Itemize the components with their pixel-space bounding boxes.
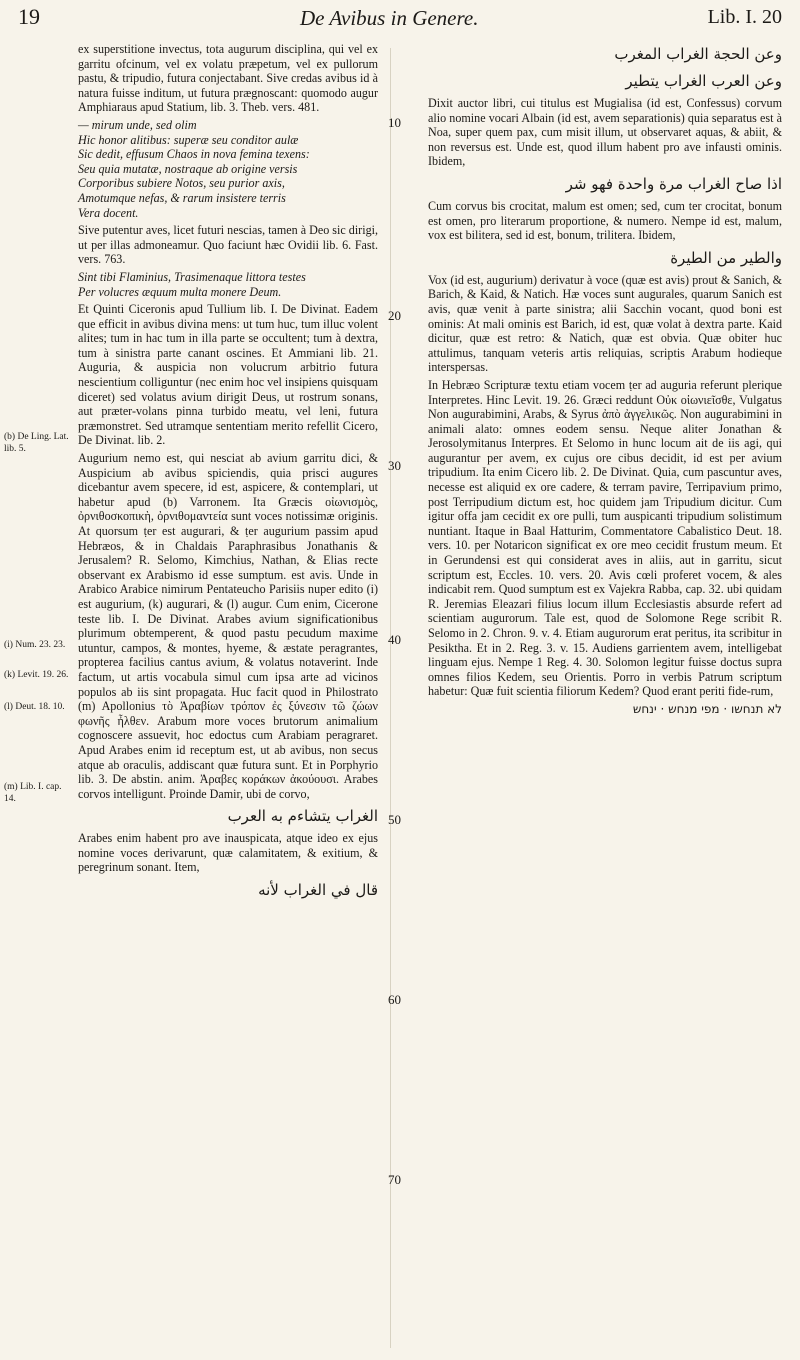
hebrew-word: מפי מנחש bbox=[668, 701, 720, 716]
arabic-quote: وعن الحجة الغراب المغرب bbox=[614, 45, 782, 63]
line-number: 70 bbox=[388, 1172, 401, 1187]
hebrew-quote: לא תנחשו · מפי מנחש · ינחש bbox=[632, 701, 782, 716]
verse-quote: — mirum unde, sed olim Hic honor alitibus: superæ seu conditor aulæ Sic dedit, effusum Chaos in nova femina texens: Seu quia mutatæ, nostraque ab origine versis Corporibus subiere Notos, seu purior axis, Amotumque nefas, & rarum insistere terris Vera docent. bbox=[78, 117, 310, 220]
hebrew-word: לא תנחשו bbox=[731, 701, 782, 716]
arabic-quote: الغراب يتشاءم به العرب bbox=[227, 807, 378, 826]
arabic-quote: اذا صاح الغراب مرة واحدة فهو شر bbox=[565, 174, 782, 193]
margin-note-i: (i) Num. 23. 23. bbox=[4, 640, 66, 650]
paragraph: ex superstitione invectus, tota augurum disciplina, qui vel ex garritu ofcinum, vel ex volatu præpetum, vel ex pullorum pastu, & tripudio, futura conjectabant. Sive credas avibus id à natura fuisse inditum, ut futura prægnoscant: quomodo augur Amphiaraus apud Statium, lib. 3. Theb. vers. 481. bbox=[78, 42, 378, 115]
line-number: 30 bbox=[388, 458, 401, 473]
line-number: 60 bbox=[388, 992, 401, 1007]
line-number: 50 bbox=[388, 812, 401, 827]
hebrew-word: ינחש bbox=[632, 701, 657, 716]
paragraph: Sive putentur aves, licet futuri nescias, tamen à Deo sic dirigi, ut per illas admoneamur. Quo faciunt hæc Ovidii lib. 6. Fast. vers. 763. bbox=[78, 223, 378, 267]
paragraph: Cum corvus bis crocitat, malum est omen; sed, cum ter crocitat, bonum est omen, pro literarum proportione, & numero. Nempe id est, malum, vox est bilitera, sed id est, bonum, trilitera. Ibidem, bbox=[428, 198, 782, 243]
running-title: De Avibus in Genere. bbox=[300, 6, 479, 30]
page-number-right: Lib. I. 20 bbox=[707, 6, 782, 28]
arabic-quote: قال في الغراب لأنه bbox=[258, 881, 378, 900]
page-number-left: 19 bbox=[18, 4, 40, 29]
page-header bbox=[0, 0, 800, 40]
line-number: 10 bbox=[388, 115, 401, 130]
margin-note-k: (k) Levit. 19. 26. bbox=[4, 670, 69, 680]
paragraph: Et Quinti Ciceronis apud Tullium lib. I. De Divinat. Eadem que efficit in avibus divina mens: ut tum huc, tum illuc volent alites; tum in hac tum in illa parte se occultent; tum à dextra, tum à sinistra parte canant oscines. Et Ammiani lib. 21. Auguria, & auspicia non volucrum arbitrio futura nescientium colliguntur (nec enim hoc vel insipiens quisquam diceret) sed volatus avium dirigit Deus, ut rostrum sonans, aut præter-volans pinna turbido meatu, vel leni, futura præmonstret. Sed utramque sententiam merito refellit Cicero, De Divinat. lib. 2. bbox=[78, 302, 378, 448]
arabic-quote: وعن العرب الغراب يتطير bbox=[625, 72, 782, 90]
paragraph: Vox (id est, augurium) derivatur à voce (quæ est avis) prout & Sanich, & Barich, & Kaid, & Natich. Hæ voces sunt augurales, quarum Sanich est avis, quæ venit à parte sinistra; alii Sacchin vocant, quod boni est ominis: At mali ominis est Barich, id est, quæ volat à dextra parte. Kaid dicitur, quæ est retro: & Natich, quæ est obvia. Quæ obiter huc attulimus, tanquam veteris artis reliquias, scriptis Arabum hodieque interspersas. bbox=[428, 272, 782, 375]
left-column bbox=[78, 42, 378, 905]
margin-note-m: (m) Lib. I. cap. 14. bbox=[4, 782, 62, 804]
paragraph: Dixit auctor libri, cui titulus est Mugialisa (id est, Confessus) corvum alio nomine vocari Albain (id est, avem separationis) quia separatus est à Noa, super quem pax, cum misit illum, ut observaret aquas, & abiit, & non reversus est. Unde est, quod illum habent pro ave infausti ominis. Ibidem, bbox=[428, 96, 782, 169]
verse-quote: Sint tibi Flaminius, Trasimenaque littora testes Per volucres æquum multa monere Deum. bbox=[78, 269, 306, 299]
paragraph: Arabes enim habent pro ave inauspicata, atque ideo ex ejus nomine voces derivarunt, quæ calamitatem, & exitium, & peregrinum sonant. Item, bbox=[78, 831, 378, 875]
margin-note-l: (l) Deut. 18. 10. bbox=[4, 702, 65, 712]
paragraph: In Hebræo Scripturæ textu etiam vocem ṭer ad auguria referunt plerique Interpretes. Hinc Levit. 19. 26. Græci reddunt Οὐκ οἰωνιεῖσθε, Vulgatus Non augurabimini, Arabs, & Syrus ἀπὸ ἀγγελικῶς. Non augurabimini in animali alato: omnes eodem sensu. Neque aliter Jonathan & Jerosolymitanus Interpres. Et Selomo in hunc locum ait de iis agi, qui augurantur per avem, ex cujus ore cibus decidit, id est per avium tripudium. Ita enim Cicero lib. 2. De Divinat. Quia, cum pascuntur aves, necesse est aliquid ex ore cadere, & terram pavire, Terripavium primo, post Terripudium dictum est, hoc quidem jam Tripudium dicitur. Cum igitur offa jam cecidit ex ore pulli, tum auspicanti tripudium solistimum nuntiant. Itaque in Baal Hatturim, Commentatore Cabalistico Deut. 18. vers. 10. per Notaricon significat ex ore meo cecidit frustum meum. Et in Gerundensi est qui considerat aves in aliis, aut in garritu, sicut scriptum est, Eccles. 10. vers. 20. Avis cœli proferet vocem, & ales indicabit rem. Quod sumptum est ex Vajekra Rabba, cap. 32. ubi quidam R. Jeremias Eleazari filius locum illum Ecclesiastis absurde refert ad scientiam augurorum. Tale est, quod de Solomone Rege scribit R. Selomo in 2. Chron. 9. v. 4. Etiam augurorum erat peritus, ita scribitur in Pesiktha. Et in 2. Reg. 3. v. 15. Audiens garrientem avem, intelligebat linguam ejus. Nempe 1 Reg. 4. 30. Solomon legitur fuisse doctus supra omnes filios Kedem, seu Orientis. Porro in verbis Patrum scriptum habetur: Quæ fuit scientia filiorum Kedem? Quod erant periti fide-rum, bbox=[428, 377, 782, 699]
margin-note-b: (b) De Ling. Lat. lib. 5. bbox=[4, 432, 69, 454]
line-number: 20 bbox=[388, 308, 401, 323]
paragraph: Augurium nemo est, qui nesciat ab avium garritu dici, & Auspicium ab avibus spiciendis, quia prisci augures dicebantur avem specere, id est, aspicere, & contemplari, ut habetur apud (b) Varronem. Ita Græcis οἰωνισμὸς, ὀρνιθοσκοπικὴ, ὀρνιθομαντεία sunt voces notissimæ originis. At quorsum ṭer est augurari, & ṭer augurium passim apud Hebræos, & in Chaldais Paraphrasibus Jonathanis & Jerusalem? R. Selomo, Kimchius, Nathan, & Elias recte observant ex Arabismo id esse sumptum. est avis. Unde in Arabico Arabice nimirum Pentateucho Parisiis nuper edito (i) est augurium, (k) augurari, & (l) augur. Cum enim, Cicerone teste lib. I. De Divinat. Arabes avium significationibus plurimum obtemperent, & quod pastu pecudum maxime utuntur, campos, & montes, hyeme, & æstate peragrantes, propterea facilius cantus avium, & volatus notaverint. Inde factum, ut artis vocabula simul cum ipsa arte ad vicinos populos ab iis sint propagata. Huc facit quod in Philostrato (m) Apollonius τὸ Ἀραβίων τρόπον ἐς ξύνεσιν τῶ ζώων φωνῆς ἦλθεν. Arabum more voces brutorum animalium cognoscere assuevit, hoc edoctus cum Arabiam peragraret. Apud Arabes enim id receptum est, ut ab avibus, non secus atque ab oraculis, addiscant quæ futura sunt. Et in Porphyrio lib. 3. De abstin. anim. Ἀραβες κοράκων ἀκούουσι. Arabes corvos intelligunt. Proinde Damir, ubi de corvo, bbox=[78, 451, 378, 801]
arabic-quote: والطير من الطيرة bbox=[670, 248, 782, 267]
line-number: 40 bbox=[388, 632, 401, 647]
column-divider bbox=[390, 48, 391, 1348]
right-column bbox=[428, 42, 782, 720]
